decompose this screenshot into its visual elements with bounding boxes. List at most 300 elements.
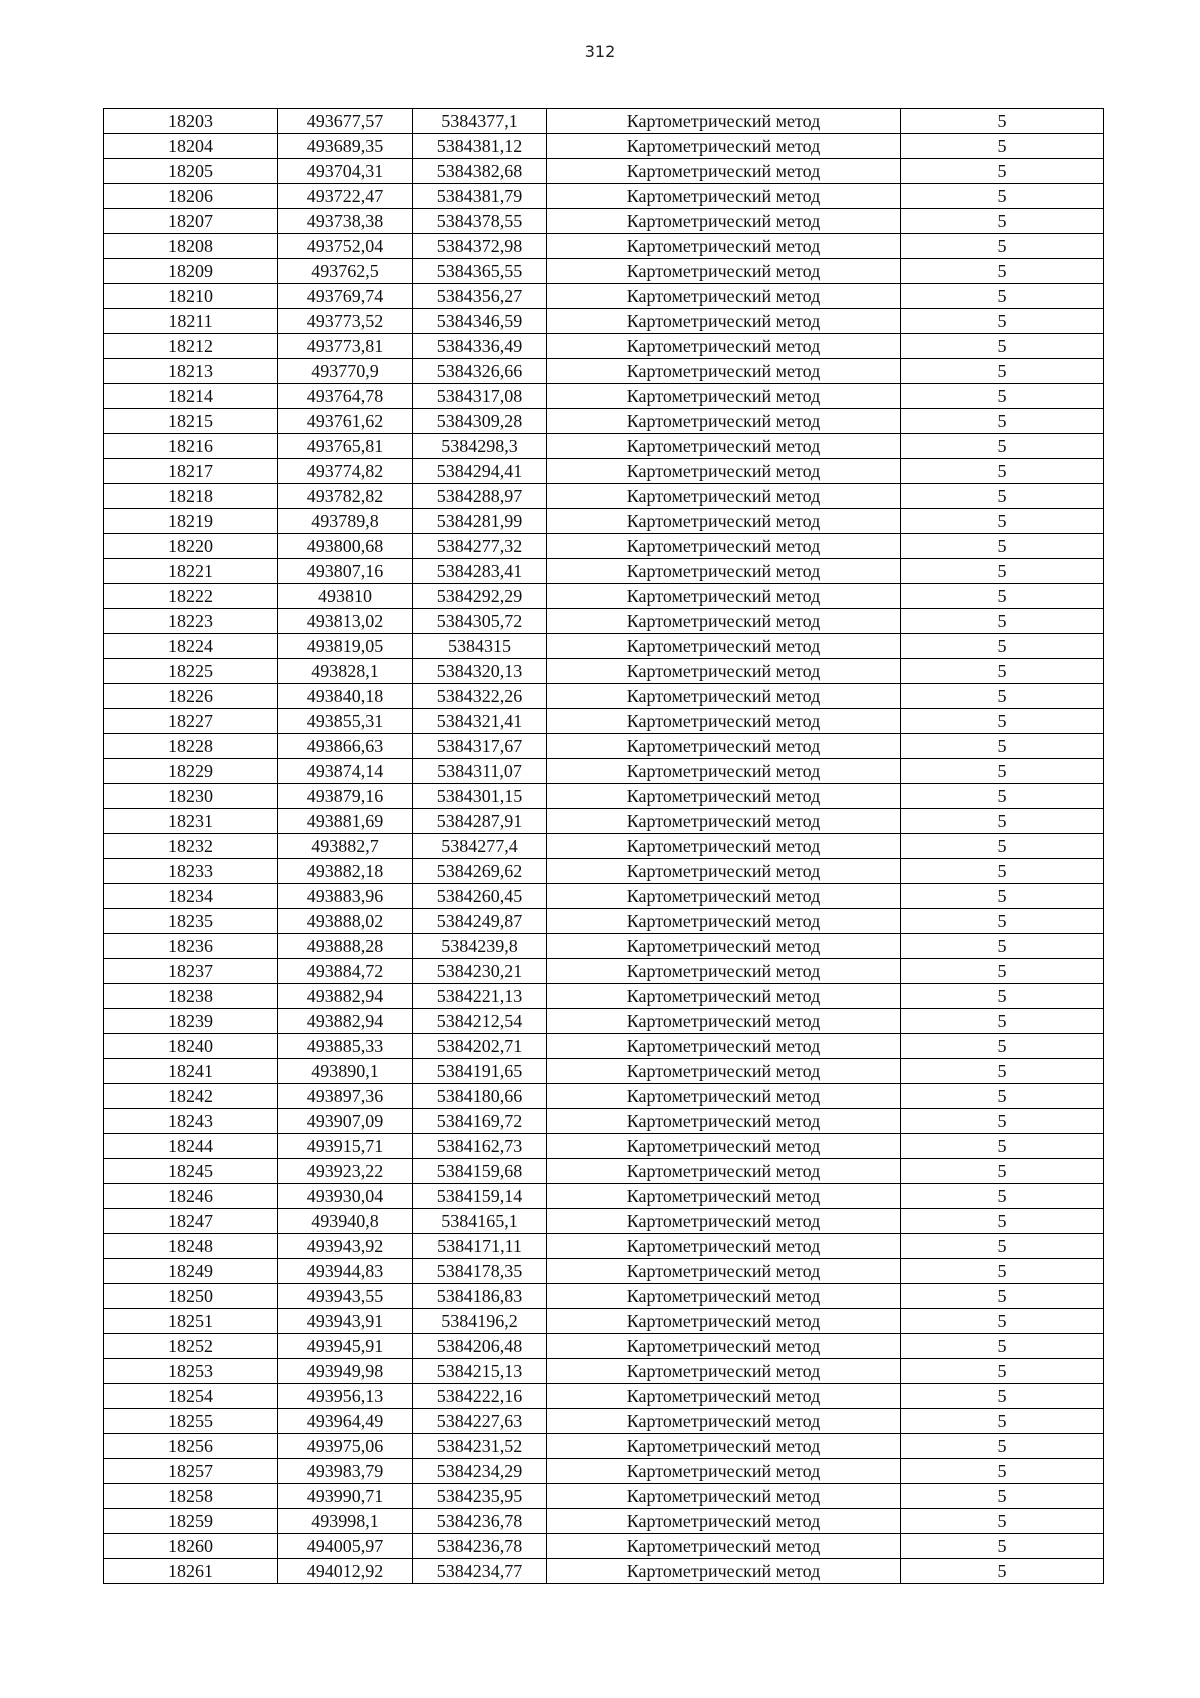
x-coordinate-cell: 493874,14 bbox=[278, 759, 413, 784]
point-number-cell: 18221 bbox=[104, 559, 278, 584]
x-coordinate-cell: 493807,16 bbox=[278, 559, 413, 584]
table-row bbox=[104, 1534, 1104, 1559]
x-coordinate-cell: 493810 bbox=[278, 584, 413, 609]
x-coordinate-cell: 493923,22 bbox=[278, 1159, 413, 1184]
table-row bbox=[104, 934, 1104, 959]
accuracy-cell: 5 bbox=[901, 584, 1104, 609]
table-row bbox=[104, 1059, 1104, 1084]
accuracy-cell: 5 bbox=[901, 784, 1104, 809]
point-number-cell: 18249 bbox=[104, 1259, 278, 1284]
x-coordinate-cell: 493975,06 bbox=[278, 1434, 413, 1459]
x-coordinate-cell: 493883,96 bbox=[278, 884, 413, 909]
method-cell: Картометрический метод bbox=[547, 109, 901, 134]
coordinates-table bbox=[103, 108, 1104, 1584]
point-number-cell: 18254 bbox=[104, 1384, 278, 1409]
accuracy-cell: 5 bbox=[901, 1409, 1104, 1434]
y-coordinate-cell: 5384186,83 bbox=[413, 1284, 547, 1309]
method-cell: Картометрический метод bbox=[547, 234, 901, 259]
y-coordinate-cell: 5384377,1 bbox=[413, 109, 547, 134]
y-coordinate-cell: 5384202,71 bbox=[413, 1034, 547, 1059]
method-cell: Картометрический метод bbox=[547, 809, 901, 834]
x-coordinate-cell: 493956,13 bbox=[278, 1384, 413, 1409]
table-row bbox=[104, 384, 1104, 409]
method-cell: Картометрический метод bbox=[547, 434, 901, 459]
method-cell: Картометрический метод bbox=[547, 1559, 901, 1584]
method-cell: Картометрический метод bbox=[547, 734, 901, 759]
accuracy-cell: 5 bbox=[901, 909, 1104, 934]
accuracy-cell: 5 bbox=[901, 559, 1104, 584]
x-coordinate-cell: 493882,94 bbox=[278, 984, 413, 1009]
method-cell: Картометрический метод bbox=[547, 284, 901, 309]
accuracy-cell: 5 bbox=[901, 159, 1104, 184]
method-cell: Картометрический метод bbox=[547, 1184, 901, 1209]
table-row bbox=[104, 1309, 1104, 1334]
accuracy-cell: 5 bbox=[901, 234, 1104, 259]
accuracy-cell: 5 bbox=[901, 1534, 1104, 1559]
method-cell: Картометрический метод bbox=[547, 1009, 901, 1034]
x-coordinate-cell: 493773,52 bbox=[278, 309, 413, 334]
point-number-cell: 18222 bbox=[104, 584, 278, 609]
point-number-cell: 18240 bbox=[104, 1034, 278, 1059]
table-row bbox=[104, 1434, 1104, 1459]
y-coordinate-cell: 5384283,41 bbox=[413, 559, 547, 584]
x-coordinate-cell: 493897,36 bbox=[278, 1084, 413, 1109]
accuracy-cell: 5 bbox=[901, 859, 1104, 884]
x-coordinate-cell: 493722,47 bbox=[278, 184, 413, 209]
accuracy-cell: 5 bbox=[901, 609, 1104, 634]
accuracy-cell: 5 bbox=[901, 384, 1104, 409]
y-coordinate-cell: 5384305,72 bbox=[413, 609, 547, 634]
accuracy-cell: 5 bbox=[901, 1359, 1104, 1384]
table-row bbox=[104, 684, 1104, 709]
method-cell: Картометрический метод bbox=[547, 1334, 901, 1359]
y-coordinate-cell: 5384288,97 bbox=[413, 484, 547, 509]
point-number-cell: 18244 bbox=[104, 1134, 278, 1159]
table-row bbox=[104, 584, 1104, 609]
table-row bbox=[104, 259, 1104, 284]
table-row bbox=[104, 409, 1104, 434]
table-row bbox=[104, 1359, 1104, 1384]
method-cell: Картометрический метод bbox=[547, 409, 901, 434]
accuracy-cell: 5 bbox=[901, 1434, 1104, 1459]
x-coordinate-cell: 493789,8 bbox=[278, 509, 413, 534]
point-number-cell: 18208 bbox=[104, 234, 278, 259]
y-coordinate-cell: 5384159,14 bbox=[413, 1184, 547, 1209]
table-row bbox=[104, 1559, 1104, 1584]
x-coordinate-cell: 493774,82 bbox=[278, 459, 413, 484]
method-cell: Картометрический метод bbox=[547, 509, 901, 534]
point-number-cell: 18260 bbox=[104, 1534, 278, 1559]
point-number-cell: 18250 bbox=[104, 1284, 278, 1309]
method-cell: Картометрический метод bbox=[547, 1509, 901, 1534]
y-coordinate-cell: 5384315 bbox=[413, 634, 547, 659]
accuracy-cell: 5 bbox=[901, 809, 1104, 834]
y-coordinate-cell: 5384212,54 bbox=[413, 1009, 547, 1034]
y-coordinate-cell: 5384235,95 bbox=[413, 1484, 547, 1509]
method-cell: Картометрический метод bbox=[547, 1459, 901, 1484]
table-row bbox=[104, 184, 1104, 209]
y-coordinate-cell: 5384382,68 bbox=[413, 159, 547, 184]
x-coordinate-cell: 493773,81 bbox=[278, 334, 413, 359]
x-coordinate-cell: 493769,74 bbox=[278, 284, 413, 309]
accuracy-cell: 5 bbox=[901, 1384, 1104, 1409]
y-coordinate-cell: 5384294,41 bbox=[413, 459, 547, 484]
table-row bbox=[104, 484, 1104, 509]
y-coordinate-cell: 5384287,91 bbox=[413, 809, 547, 834]
point-number-cell: 18248 bbox=[104, 1234, 278, 1259]
accuracy-cell: 5 bbox=[901, 109, 1104, 134]
point-number-cell: 18258 bbox=[104, 1484, 278, 1509]
accuracy-cell: 5 bbox=[901, 1509, 1104, 1534]
table-row bbox=[104, 1084, 1104, 1109]
table-row bbox=[104, 1259, 1104, 1284]
y-coordinate-cell: 5384269,62 bbox=[413, 859, 547, 884]
method-cell: Картометрический метод bbox=[547, 1484, 901, 1509]
table-row bbox=[104, 234, 1104, 259]
accuracy-cell: 5 bbox=[901, 1559, 1104, 1584]
table-row bbox=[104, 1009, 1104, 1034]
y-coordinate-cell: 5384191,65 bbox=[413, 1059, 547, 1084]
y-coordinate-cell: 5384298,3 bbox=[413, 434, 547, 459]
point-number-cell: 18214 bbox=[104, 384, 278, 409]
table-row bbox=[104, 359, 1104, 384]
point-number-cell: 18228 bbox=[104, 734, 278, 759]
table-row bbox=[104, 159, 1104, 184]
accuracy-cell: 5 bbox=[901, 934, 1104, 959]
x-coordinate-cell: 493800,68 bbox=[278, 534, 413, 559]
point-number-cell: 18253 bbox=[104, 1359, 278, 1384]
method-cell: Картометрический метод bbox=[547, 134, 901, 159]
y-coordinate-cell: 5384277,32 bbox=[413, 534, 547, 559]
point-number-cell: 18220 bbox=[104, 534, 278, 559]
y-coordinate-cell: 5384249,87 bbox=[413, 909, 547, 934]
point-number-cell: 18237 bbox=[104, 959, 278, 984]
y-coordinate-cell: 5384236,78 bbox=[413, 1534, 547, 1559]
point-number-cell: 18257 bbox=[104, 1459, 278, 1484]
x-coordinate-cell: 493882,94 bbox=[278, 1009, 413, 1034]
point-number-cell: 18226 bbox=[104, 684, 278, 709]
table-row bbox=[104, 509, 1104, 534]
y-coordinate-cell: 5384365,55 bbox=[413, 259, 547, 284]
accuracy-cell: 5 bbox=[901, 759, 1104, 784]
x-coordinate-cell: 493762,5 bbox=[278, 259, 413, 284]
method-cell: Картометрический метод bbox=[547, 1059, 901, 1084]
table-row bbox=[104, 859, 1104, 884]
y-coordinate-cell: 5384378,55 bbox=[413, 209, 547, 234]
point-number-cell: 18213 bbox=[104, 359, 278, 384]
x-coordinate-cell: 493915,71 bbox=[278, 1134, 413, 1159]
point-number-cell: 18259 bbox=[104, 1509, 278, 1534]
point-number-cell: 18232 bbox=[104, 834, 278, 859]
accuracy-cell: 5 bbox=[901, 184, 1104, 209]
accuracy-cell: 5 bbox=[901, 1009, 1104, 1034]
method-cell: Картометрический метод bbox=[547, 859, 901, 884]
point-number-cell: 18238 bbox=[104, 984, 278, 1009]
table-row bbox=[104, 209, 1104, 234]
method-cell: Картометрический метод bbox=[547, 1434, 901, 1459]
method-cell: Картометрический метод bbox=[547, 1034, 901, 1059]
x-coordinate-cell: 493983,79 bbox=[278, 1459, 413, 1484]
point-number-cell: 18242 bbox=[104, 1084, 278, 1109]
method-cell: Картометрический метод bbox=[547, 459, 901, 484]
method-cell: Картометрический метод bbox=[547, 1284, 901, 1309]
accuracy-cell: 5 bbox=[901, 634, 1104, 659]
point-number-cell: 18217 bbox=[104, 459, 278, 484]
method-cell: Картометрический метод bbox=[547, 659, 901, 684]
accuracy-cell: 5 bbox=[901, 1034, 1104, 1059]
y-coordinate-cell: 5384196,2 bbox=[413, 1309, 547, 1334]
method-cell: Картометрический метод bbox=[547, 759, 901, 784]
table-row bbox=[104, 334, 1104, 359]
y-coordinate-cell: 5384381,12 bbox=[413, 134, 547, 159]
x-coordinate-cell: 493765,81 bbox=[278, 434, 413, 459]
x-coordinate-cell: 493888,02 bbox=[278, 909, 413, 934]
accuracy-cell: 5 bbox=[901, 659, 1104, 684]
method-cell: Картометрический метод bbox=[547, 784, 901, 809]
table-row bbox=[104, 1109, 1104, 1134]
x-coordinate-cell: 494005,97 bbox=[278, 1534, 413, 1559]
x-coordinate-cell: 493882,7 bbox=[278, 834, 413, 859]
table-row bbox=[104, 1184, 1104, 1209]
y-coordinate-cell: 5384336,49 bbox=[413, 334, 547, 359]
x-coordinate-cell: 493840,18 bbox=[278, 684, 413, 709]
point-number-cell: 18230 bbox=[104, 784, 278, 809]
accuracy-cell: 5 bbox=[901, 534, 1104, 559]
point-number-cell: 18223 bbox=[104, 609, 278, 634]
table-row bbox=[104, 784, 1104, 809]
method-cell: Картометрический метод bbox=[547, 384, 901, 409]
accuracy-cell: 5 bbox=[901, 1234, 1104, 1259]
x-coordinate-cell: 493949,98 bbox=[278, 1359, 413, 1384]
x-coordinate-cell: 493782,82 bbox=[278, 484, 413, 509]
page-number: 312 bbox=[584, 42, 616, 61]
method-cell: Картометрический метод bbox=[547, 484, 901, 509]
y-coordinate-cell: 5384165,1 bbox=[413, 1209, 547, 1234]
point-number-cell: 18256 bbox=[104, 1434, 278, 1459]
table-row bbox=[104, 1334, 1104, 1359]
accuracy-cell: 5 bbox=[901, 1184, 1104, 1209]
method-cell: Картометрический метод bbox=[547, 1084, 901, 1109]
y-coordinate-cell: 5384309,28 bbox=[413, 409, 547, 434]
method-cell: Картометрический метод bbox=[547, 884, 901, 909]
x-coordinate-cell: 493998,1 bbox=[278, 1509, 413, 1534]
y-coordinate-cell: 5384311,07 bbox=[413, 759, 547, 784]
method-cell: Картометрический метод bbox=[547, 359, 901, 384]
x-coordinate-cell: 493940,8 bbox=[278, 1209, 413, 1234]
point-number-cell: 18235 bbox=[104, 909, 278, 934]
point-number-cell: 18231 bbox=[104, 809, 278, 834]
x-coordinate-cell: 493752,04 bbox=[278, 234, 413, 259]
method-cell: Картометрический метод bbox=[547, 934, 901, 959]
table-row bbox=[104, 709, 1104, 734]
accuracy-cell: 5 bbox=[901, 509, 1104, 534]
x-coordinate-cell: 493761,62 bbox=[278, 409, 413, 434]
x-coordinate-cell: 493770,9 bbox=[278, 359, 413, 384]
table-row bbox=[104, 1384, 1104, 1409]
x-coordinate-cell: 493890,1 bbox=[278, 1059, 413, 1084]
x-coordinate-cell: 493855,31 bbox=[278, 709, 413, 734]
accuracy-cell: 5 bbox=[901, 134, 1104, 159]
table-row bbox=[104, 909, 1104, 934]
accuracy-cell: 5 bbox=[901, 959, 1104, 984]
method-cell: Картометрический метод bbox=[547, 209, 901, 234]
point-number-cell: 18218 bbox=[104, 484, 278, 509]
y-coordinate-cell: 5384320,13 bbox=[413, 659, 547, 684]
point-number-cell: 18243 bbox=[104, 1109, 278, 1134]
accuracy-cell: 5 bbox=[901, 734, 1104, 759]
y-coordinate-cell: 5384159,68 bbox=[413, 1159, 547, 1184]
table-row bbox=[104, 109, 1104, 134]
y-coordinate-cell: 5384301,15 bbox=[413, 784, 547, 809]
point-number-cell: 18211 bbox=[104, 309, 278, 334]
point-number-cell: 18227 bbox=[104, 709, 278, 734]
table-row bbox=[104, 1134, 1104, 1159]
x-coordinate-cell: 493885,33 bbox=[278, 1034, 413, 1059]
method-cell: Картометрический метод bbox=[547, 1309, 901, 1334]
method-cell: Картометрический метод bbox=[547, 834, 901, 859]
point-number-cell: 18225 bbox=[104, 659, 278, 684]
point-number-cell: 18215 bbox=[104, 409, 278, 434]
x-coordinate-cell: 494012,92 bbox=[278, 1559, 413, 1584]
table-row bbox=[104, 1509, 1104, 1534]
x-coordinate-cell: 493813,02 bbox=[278, 609, 413, 634]
accuracy-cell: 5 bbox=[901, 1084, 1104, 1109]
y-coordinate-cell: 5384260,45 bbox=[413, 884, 547, 909]
point-number-cell: 18203 bbox=[104, 109, 278, 134]
accuracy-cell: 5 bbox=[901, 1134, 1104, 1159]
table-row bbox=[104, 659, 1104, 684]
table-row bbox=[104, 609, 1104, 634]
point-number-cell: 18216 bbox=[104, 434, 278, 459]
point-number-cell: 18239 bbox=[104, 1009, 278, 1034]
table-row bbox=[104, 634, 1104, 659]
accuracy-cell: 5 bbox=[901, 1109, 1104, 1134]
y-coordinate-cell: 5384372,98 bbox=[413, 234, 547, 259]
accuracy-cell: 5 bbox=[901, 1334, 1104, 1359]
accuracy-cell: 5 bbox=[901, 884, 1104, 909]
method-cell: Картометрический метод bbox=[547, 709, 901, 734]
y-coordinate-cell: 5384169,72 bbox=[413, 1109, 547, 1134]
table-row bbox=[104, 534, 1104, 559]
point-number-cell: 18247 bbox=[104, 1209, 278, 1234]
point-number-cell: 18212 bbox=[104, 334, 278, 359]
accuracy-cell: 5 bbox=[901, 984, 1104, 1009]
point-number-cell: 18234 bbox=[104, 884, 278, 909]
point-number-cell: 18206 bbox=[104, 184, 278, 209]
method-cell: Картометрический метод bbox=[547, 309, 901, 334]
accuracy-cell: 5 bbox=[901, 209, 1104, 234]
table-row bbox=[104, 959, 1104, 984]
table-row bbox=[104, 984, 1104, 1009]
accuracy-cell: 5 bbox=[901, 359, 1104, 384]
x-coordinate-cell: 493945,91 bbox=[278, 1334, 413, 1359]
point-number-cell: 18251 bbox=[104, 1309, 278, 1334]
accuracy-cell: 5 bbox=[901, 259, 1104, 284]
method-cell: Картометрический метод bbox=[547, 259, 901, 284]
y-coordinate-cell: 5384221,13 bbox=[413, 984, 547, 1009]
x-coordinate-cell: 493943,91 bbox=[278, 1309, 413, 1334]
table-row bbox=[104, 559, 1104, 584]
accuracy-cell: 5 bbox=[901, 1284, 1104, 1309]
point-number-cell: 18224 bbox=[104, 634, 278, 659]
method-cell: Картометрический метод bbox=[547, 959, 901, 984]
accuracy-cell: 5 bbox=[901, 1159, 1104, 1184]
y-coordinate-cell: 5384292,29 bbox=[413, 584, 547, 609]
method-cell: Картометрический метод bbox=[547, 609, 901, 634]
x-coordinate-cell: 493943,92 bbox=[278, 1234, 413, 1259]
y-coordinate-cell: 5384234,29 bbox=[413, 1459, 547, 1484]
accuracy-cell: 5 bbox=[901, 1209, 1104, 1234]
table-row bbox=[104, 1159, 1104, 1184]
point-number-cell: 18205 bbox=[104, 159, 278, 184]
table-row bbox=[104, 1234, 1104, 1259]
y-coordinate-cell: 5384230,21 bbox=[413, 959, 547, 984]
accuracy-cell: 5 bbox=[901, 1459, 1104, 1484]
y-coordinate-cell: 5384322,26 bbox=[413, 684, 547, 709]
y-coordinate-cell: 5384227,63 bbox=[413, 1409, 547, 1434]
accuracy-cell: 5 bbox=[901, 334, 1104, 359]
y-coordinate-cell: 5384281,99 bbox=[413, 509, 547, 534]
table-row bbox=[104, 284, 1104, 309]
point-number-cell: 18210 bbox=[104, 284, 278, 309]
y-coordinate-cell: 5384317,67 bbox=[413, 734, 547, 759]
y-coordinate-cell: 5384162,73 bbox=[413, 1134, 547, 1159]
table-row bbox=[104, 309, 1104, 334]
point-number-cell: 18209 bbox=[104, 259, 278, 284]
y-coordinate-cell: 5384171,11 bbox=[413, 1234, 547, 1259]
x-coordinate-cell: 493879,16 bbox=[278, 784, 413, 809]
point-number-cell: 18233 bbox=[104, 859, 278, 884]
y-coordinate-cell: 5384317,08 bbox=[413, 384, 547, 409]
table-row bbox=[104, 1034, 1104, 1059]
x-coordinate-cell: 493866,63 bbox=[278, 734, 413, 759]
x-coordinate-cell: 493677,57 bbox=[278, 109, 413, 134]
accuracy-cell: 5 bbox=[901, 1484, 1104, 1509]
y-coordinate-cell: 5384321,41 bbox=[413, 709, 547, 734]
x-coordinate-cell: 493990,71 bbox=[278, 1484, 413, 1509]
x-coordinate-cell: 493819,05 bbox=[278, 634, 413, 659]
method-cell: Картометрический метод bbox=[547, 159, 901, 184]
method-cell: Картометрический метод bbox=[547, 334, 901, 359]
point-number-cell: 18219 bbox=[104, 509, 278, 534]
method-cell: Картометрический метод bbox=[547, 634, 901, 659]
x-coordinate-cell: 493964,49 bbox=[278, 1409, 413, 1434]
x-coordinate-cell: 493828,1 bbox=[278, 659, 413, 684]
method-cell: Картометрический метод bbox=[547, 984, 901, 1009]
x-coordinate-cell: 493907,09 bbox=[278, 1109, 413, 1134]
table-row bbox=[104, 759, 1104, 784]
table-row bbox=[104, 734, 1104, 759]
x-coordinate-cell: 493704,31 bbox=[278, 159, 413, 184]
table-row bbox=[104, 1209, 1104, 1234]
method-cell: Картометрический метод bbox=[547, 1259, 901, 1284]
y-coordinate-cell: 5384356,27 bbox=[413, 284, 547, 309]
point-number-cell: 18204 bbox=[104, 134, 278, 159]
y-coordinate-cell: 5384215,13 bbox=[413, 1359, 547, 1384]
table-row bbox=[104, 434, 1104, 459]
coordinates-table-body bbox=[104, 109, 1104, 1584]
x-coordinate-cell: 493944,83 bbox=[278, 1259, 413, 1284]
method-cell: Картометрический метод bbox=[547, 1234, 901, 1259]
y-coordinate-cell: 5384206,48 bbox=[413, 1334, 547, 1359]
point-number-cell: 18229 bbox=[104, 759, 278, 784]
point-number-cell: 18252 bbox=[104, 1334, 278, 1359]
point-number-cell: 18207 bbox=[104, 209, 278, 234]
y-coordinate-cell: 5384178,35 bbox=[413, 1259, 547, 1284]
method-cell: Картометрический метод bbox=[547, 1534, 901, 1559]
table-row bbox=[104, 1484, 1104, 1509]
method-cell: Картометрический метод bbox=[547, 1359, 901, 1384]
